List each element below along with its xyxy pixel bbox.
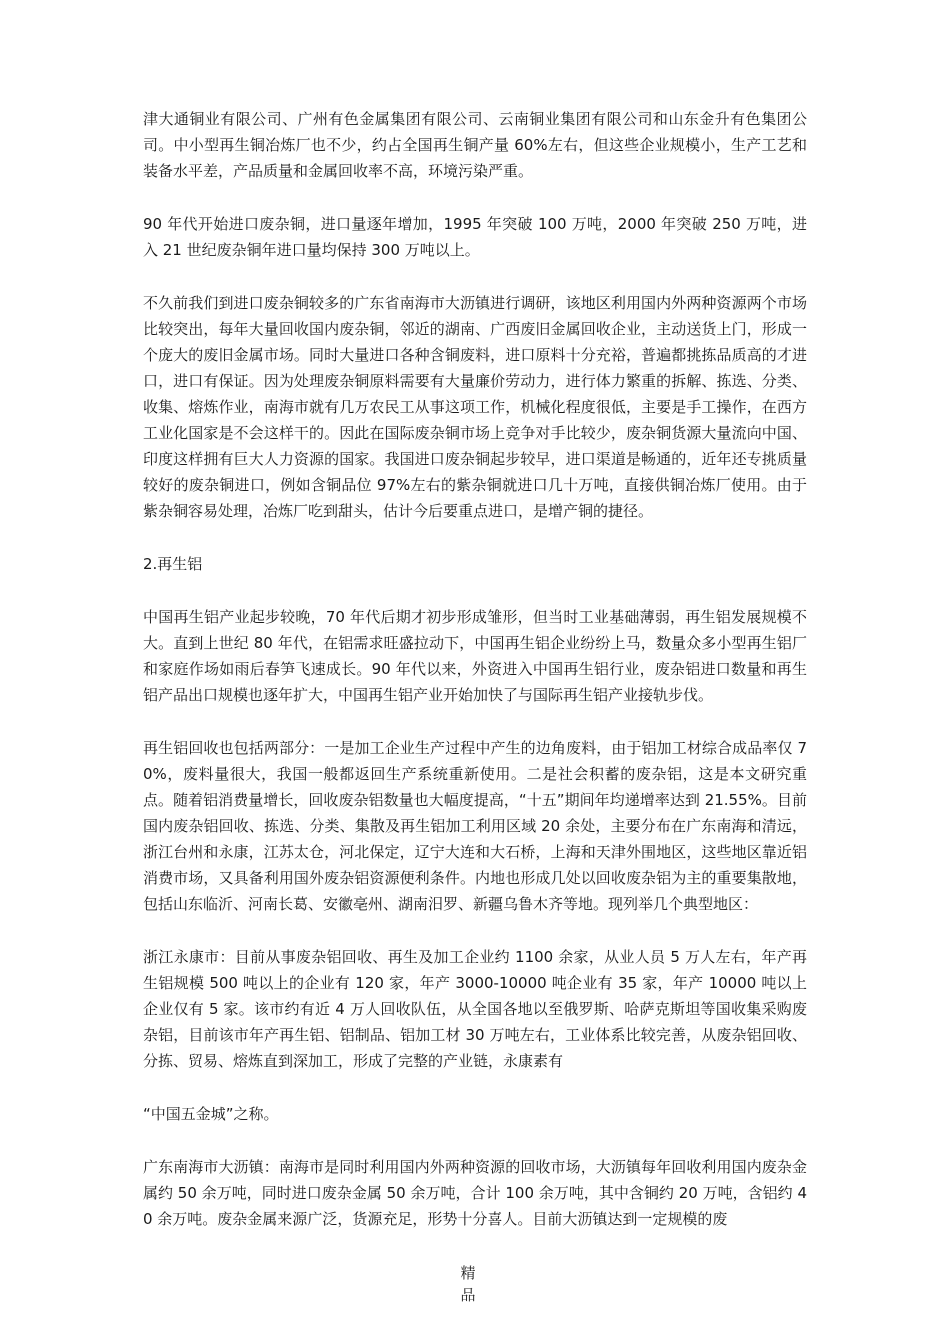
paragraph-copper-imports: 90 年代开始进口废杂铜，进口量逐年增加，1995 年突破 100 万吨，2000 年突破 250 万吨，进入 21 世纪废杂铜年进口量均保持 300 万吨以上。 <box>143 215 807 259</box>
paragraph-hardware-city: “中国五金城”之称。 <box>143 1105 279 1123</box>
paragraph-yongkang: 浙江永康市：目前从事废杂铝回收、再生及加工企业约 1100 余家，从业人员 5 万人左右，年产再生铝规模 500 吨以上的企业有 120 家，年产 3000-10000 吨企业有 35 家，年产 10000 吨以上企业仅有 5 家。该市约有近 4 万人回收队伍，从全国各地以至俄罗斯、哈萨克斯坦等国收集采购废杂铝，目前该市年产再生铝、铝制品、铝加工材 30 万吨左右，工业体系比较完善，从废杂铝回收、分拣、贸易、熔炼直到深加工，形成了完整的产业链，永康素有 <box>143 948 807 1070</box>
paragraph-aluminum-history: 中国再生铝产业起步较晚，70 年代后期才初步形成雏形，但当时工业基础薄弱，再生铝发展规模不大。直到上世纪 80 年代，在铝需求旺盛拉动下，中国再生铝企业纷纷上马，数量众多小型再生铝厂和家庭作场如雨后春笋飞速成长。90 年代以来，外资进入中国再生铝行业，废杂铝进口数量和再生铝产品出口规模也逐年扩大，中国再生铝产业开始加快了与国际再生铝产业接轨步伐。 <box>143 608 807 704</box>
paragraph-dali-town: 广东南海市大沥镇：南海市是同时利用国内外两种资源的回收市场，大沥镇每年回收利用国内废杂金属约 50 余万吨，同时进口废杂金属 50 余万吨，合计 100 余万吨，其中含铜约 20 万吨，含铝约 40 余万吨。废杂金属来源广泛，货源充足，形势十分喜人。目前大沥镇达到一定规模的废 <box>143 1158 807 1228</box>
footer-char-2: 品 <box>460 1286 476 1304</box>
document-body <box>143 106 807 1232</box>
paragraph-aluminum-recovery: 再生铝回收也包括两部分：一是加工企业生产过程中产生的边角废料，由于铝加工材综合成品率仅 70%，废料量很大，我国一般都返回生产系统重新使用。二是社会积蓄的废杂铝，这是本文研究重点。随着铝消费量增长，回收废杂铝数量也大幅度提高，“十五”期间年均递增率达到 21.55%。目前国内废杂铝回收、拣选、分类、集散及再生铝加工利用区域 20 余处，主要分布在广东南海和清远，浙江台州和永康，江苏太仓，河北保定，辽宁大连和大石桥，上海和天津外围地区，这些地区靠近铝消费市场，又具备利用国外废杂铝资源便利条件。内地也形成几处以回收废杂铝为主的重要集散地，包括山东临沂、河南长葛、安徽亳州、湖南汨罗、新疆乌鲁木齐等地。现列举几个典型地区： <box>143 739 807 913</box>
section-heading-recycled-aluminum: 2.再生铝 <box>143 555 203 573</box>
page-footer <box>455 1262 481 1306</box>
paragraph-nanhai-survey: 不久前我们到进口废杂铜较多的广东省南海市大沥镇进行调研，该地区利用国内外两种资源两个市场比较突出，每年大量回收国内废杂铜，邻近的湖南、广西废旧金属回收企业，主动送货上门，形成一个庞大的废旧金属市场。同时大量进口各种含铜废料，进口原料十分充裕，普遍都挑拣品质高的才进口，进口有保证。因为处理废杂铜原料需要有大量廉价劳动力，进行体力繁重的拆解、拣选、分类、收集、熔炼作业，南海市就有几万农民工从事这项工作，机械化程度很低，主要是手工操作，在西方工业化国家是不会这样干的。因此在国际废杂铜市场上竞争对手比较少，废杂铜货源大量流向中国、印度这样拥有巨大人力资源的国家。我国进口废杂铜起步较早，进口渠道是畅通的，近年还专挑质量较好的废杂铜进口，例如含铜品位 97%左右的紫杂铜就进口几十万吨，直接供铜冶炼厂使用。由于紫杂铜容易处理，冶炼厂吃到甜头，估计今后要重点进口，是增产铜的捷径。 <box>143 294 807 520</box>
paragraph-copper-companies: 津大通铜业有限公司、广州有色金属集团有限公司、云南铜业集团有限公司和山东金升有色集团公司。中小型再生铜冶炼厂也不少，约占全国再生铜产量 60%左右，但这些企业规模小，生产工艺和装备水平差，产品质量和金属回收率不高，环境污染严重。 <box>143 110 807 180</box>
footer-char-1: 精 <box>460 1264 476 1282</box>
